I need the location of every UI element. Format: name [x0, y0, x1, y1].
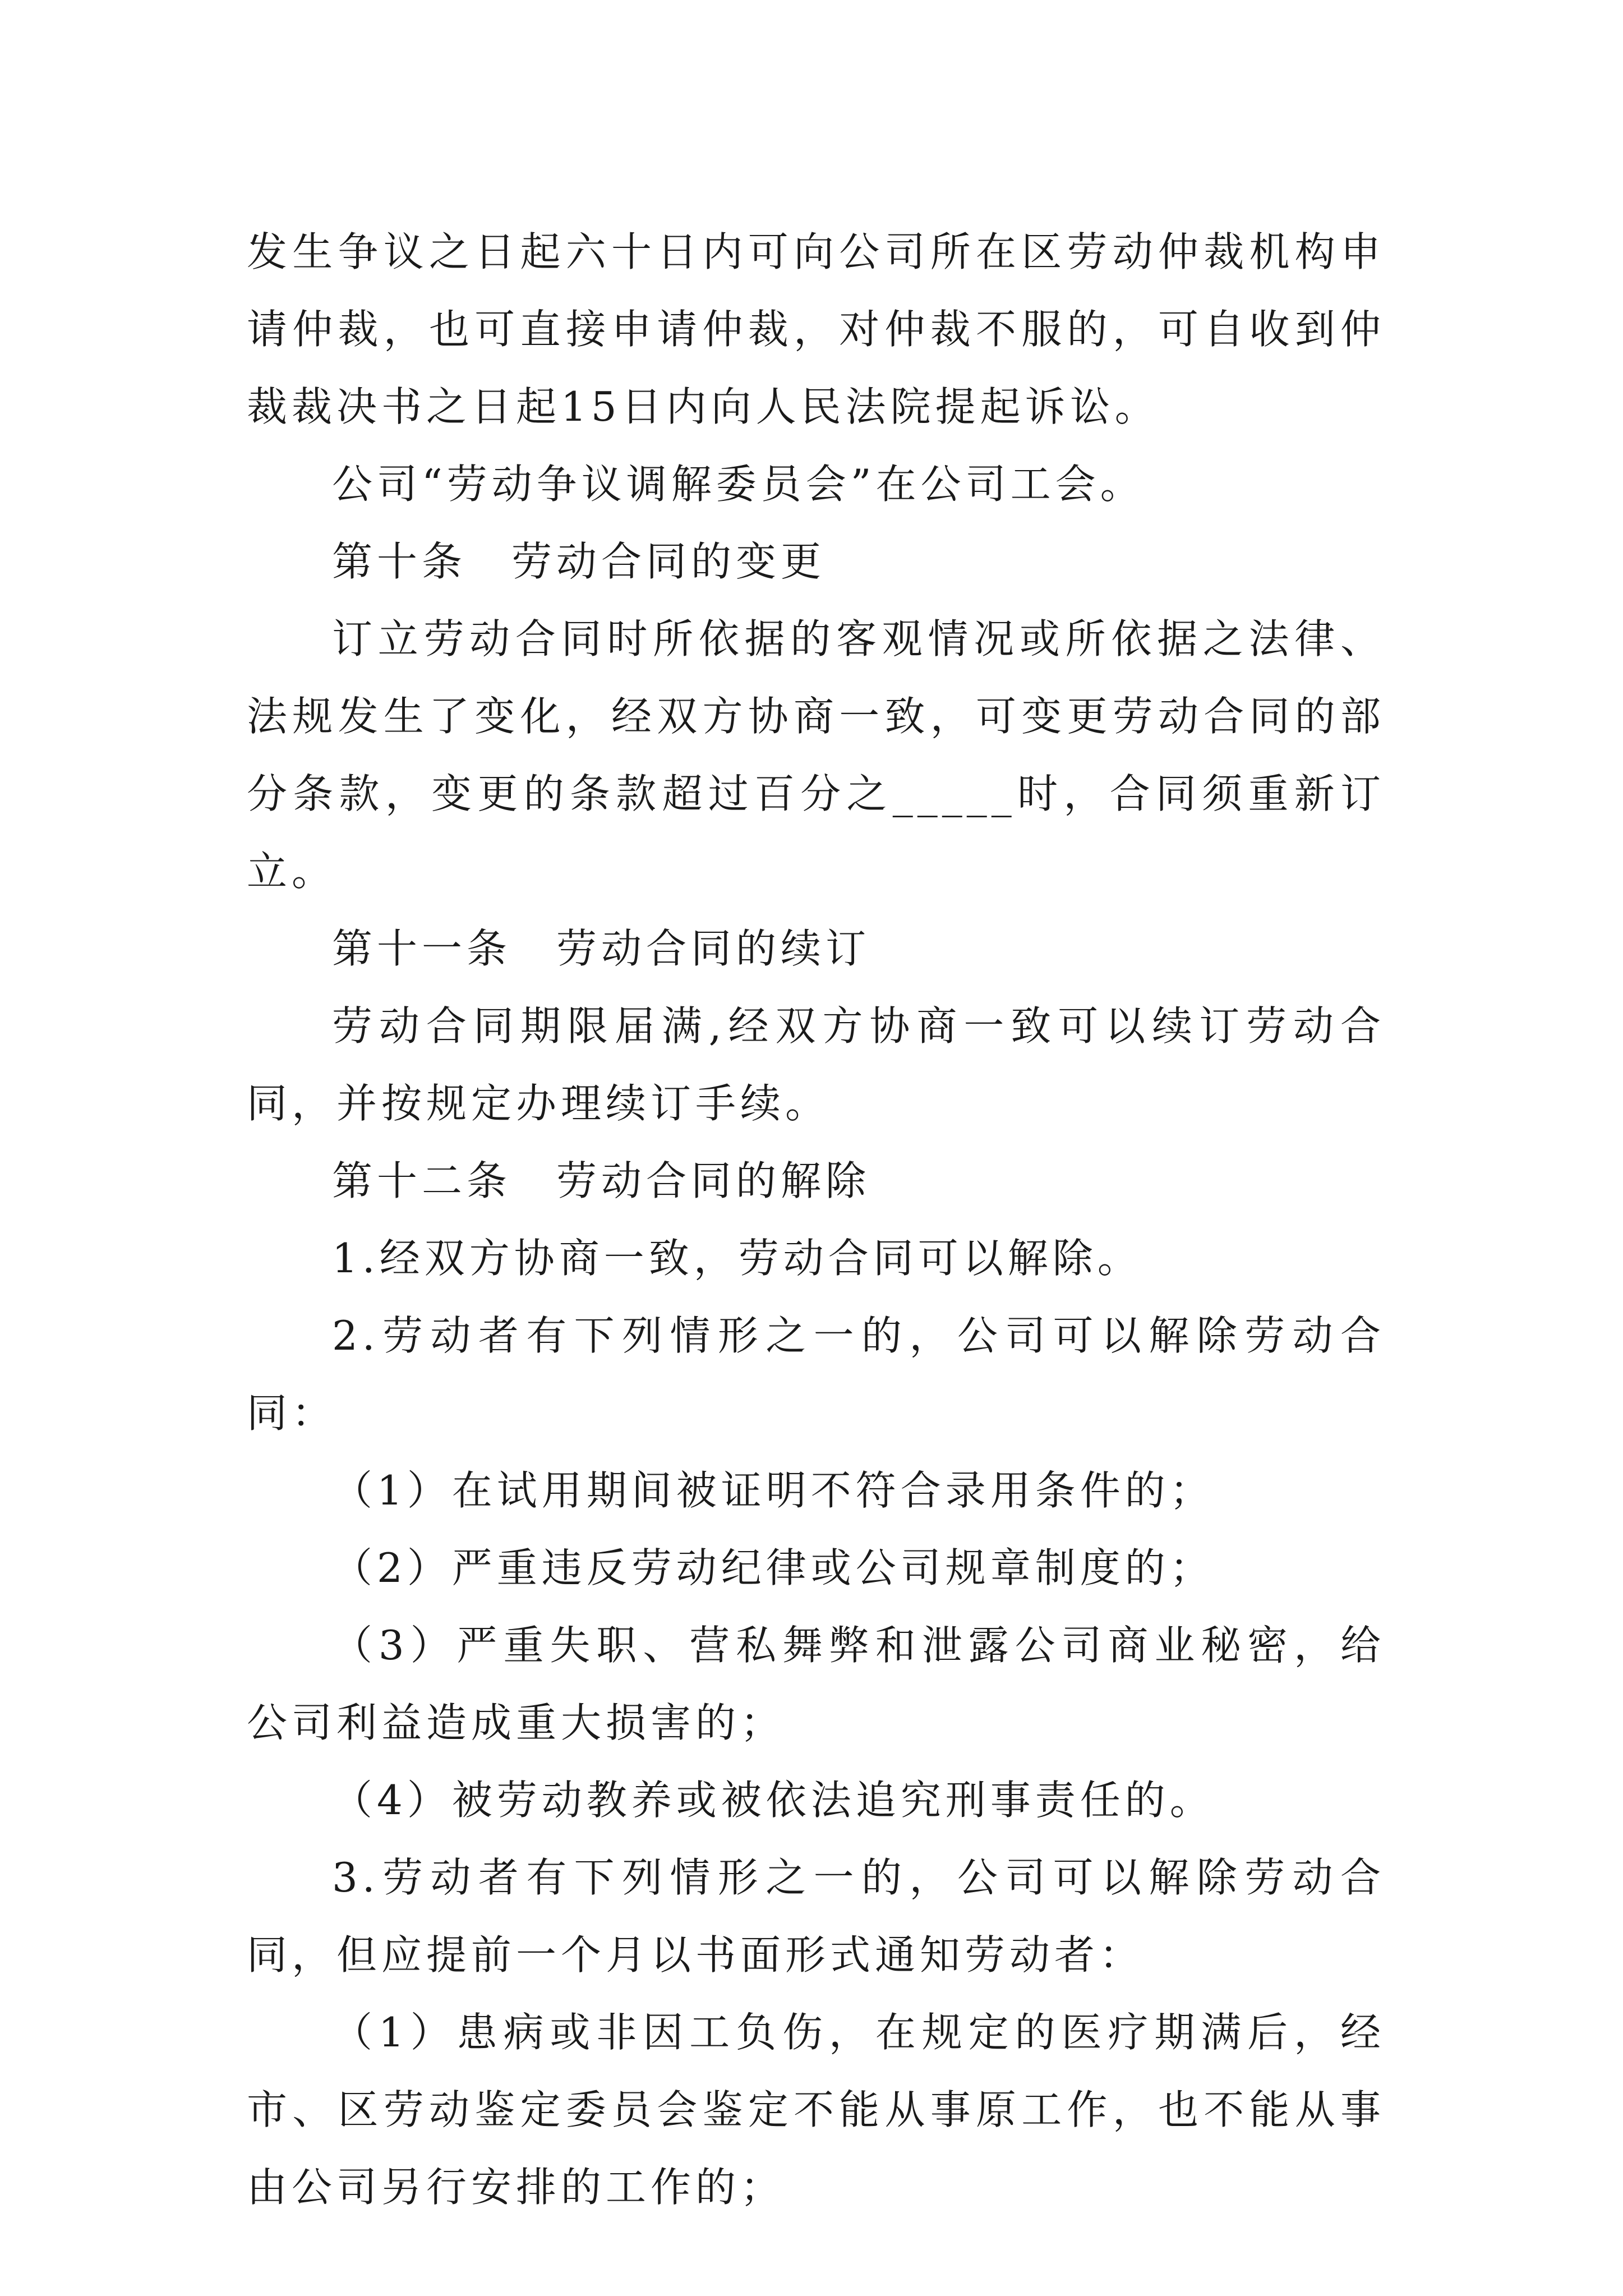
list-item-2-sub-4: （4）被劳动教养或被依法追究刑事责任的。 [332, 1777, 1215, 1824]
article-12-heading: 第十二条 劳动合同的解除 [332, 1157, 871, 1204]
list-item-2: 2.劳动者有下列情形之一的，公司可以解除劳动合同： [247, 1312, 1385, 1437]
paragraph-contract-change: 订立劳动合同时所依据的客观情况或所依据之法律、法规发生了变化，经双方协商一致，可变更劳动合同的部分条款，变更的条款超过百分之_____时，合同须重新订立。 [247, 615, 1385, 895]
list-item-3: 3.劳动者有下列情形之一的，公司可以解除劳动合同，但应提前一个月以书面形式通知劳动者： [247, 1854, 1385, 1978]
paragraph-contract-renewal: 劳动合同期限届满,经双方协商一致可以续订劳动合同，并按规定办理续订手续。 [247, 1002, 1385, 1127]
list-item-2-sub-2: （2）严重违反劳动纪律或公司规章制度的； [332, 1544, 1215, 1591]
list-item-3-sub-1: （1）患病或非因工负伤，在规定的医疗期满后，经市、区劳动鉴定委员会鉴定不能从事原工作，也不能从事由公司另行安排的工作的； [247, 2009, 1385, 2211]
article-10-heading: 第十条 劳动合同的变更 [332, 538, 826, 585]
list-item-1: 1.经双方协商一致，劳动合同可以解除。 [332, 1235, 1142, 1282]
list-item-2-sub-1: （1）在试用期间被证明不符合录用条件的； [332, 1467, 1215, 1514]
document-body [247, 213, 1385, 2226]
article-11-heading: 第十一条 劳动合同的续订 [332, 925, 871, 972]
paragraph-dispute-deadline: 发生争议之日起六十日内可向公司所在区劳动仲裁机构申请仲裁，也可直接申请仲裁，对仲裁不服的，可自收到仲裁裁决书之日起15日内向人民法院提起诉讼。 [247, 228, 1385, 430]
paragraph-mediation-committee: 公司“劳动争议调解委员会”在公司工会。 [332, 461, 1145, 508]
list-item-2-sub-3: （3）严重失职、营私舞弊和泄露公司商业秘密，给公司利益造成重大损害的； [247, 1622, 1385, 1746]
